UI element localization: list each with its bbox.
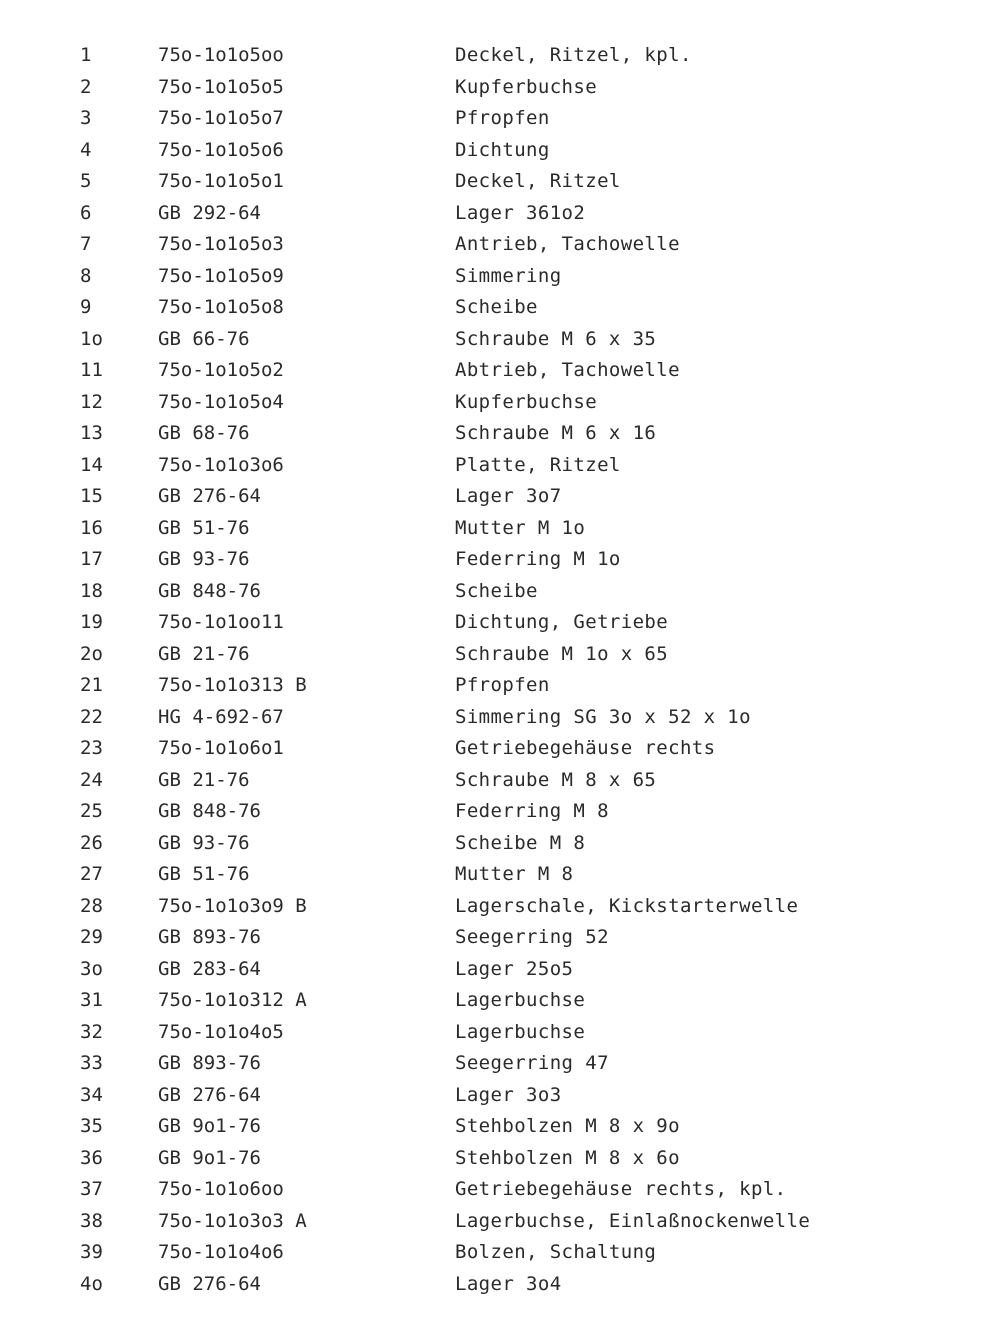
item-number: 15 [80,485,103,507]
part-number: 75o-1o1o4o6 [158,1241,284,1263]
part-description: Getriebegehäuse rechts, kpl. [455,1178,787,1200]
item-number: 34 [80,1083,103,1106]
part-number: GB 292-64 [158,201,261,224]
part-number: 75o-1o1o5o3 [158,233,284,255]
item-number: 19 [80,611,103,633]
parts-row [0,796,1000,828]
parts-row [0,1269,1000,1301]
part-number: 75o-1o1o5o2 [158,359,284,381]
parts-row [0,1017,1000,1049]
item-number: 14 [80,453,103,476]
part-description: Deckel, Ritzel, kpl. [455,44,692,66]
part-description: Getriebegehäuse rechts [455,737,716,759]
part-description: Kupferbuchse [455,75,598,98]
item-number: 33 [80,1052,103,1074]
item-number: 3 [80,107,92,129]
parts-row [0,324,1000,356]
part-number: GB 848-76 [158,579,261,602]
parts-row [0,1174,1000,1206]
part-description: Mutter M 1o [455,516,586,539]
item-number: 26 [80,831,103,854]
item-number: 8 [80,264,92,287]
part-number: GB 21-76 [158,768,250,791]
parts-row [0,639,1000,671]
item-number: 23 [80,737,103,759]
parts-row [0,1048,1000,1080]
part-number: 75o-1o1o5o1 [158,170,284,192]
item-number: 18 [80,579,103,602]
part-number: GB 93-76 [158,831,250,854]
item-number: 4o [80,1272,103,1295]
item-number: 17 [80,548,103,570]
part-description: Platte, Ritzel [455,453,621,476]
item-number: 32 [80,1020,103,1043]
part-description: Lagerbuchse [455,1020,586,1043]
part-description: Seegerring 47 [455,1052,609,1074]
part-description: Lager 25o5 [455,957,574,980]
parts-row [0,292,1000,324]
parts-row [0,513,1000,545]
part-description: Dichtung [455,138,550,161]
part-description: Federring M 1o [455,548,621,570]
parts-row [0,733,1000,765]
part-number: GB 276-64 [158,1272,261,1295]
part-description: Lager 361o2 [455,201,586,224]
part-number: GB 68-76 [158,422,250,444]
parts-row [0,229,1000,261]
item-number: 37 [80,1178,103,1200]
parts-row [0,450,1000,482]
part-number: 75o-1o1o5o8 [158,296,284,318]
item-number: 6 [80,201,92,224]
item-number: 39 [80,1241,103,1263]
item-number: 29 [80,926,103,948]
item-number: 36 [80,1146,103,1169]
part-description: Scheibe [455,296,538,318]
part-number: GB 21-76 [158,642,250,665]
part-number: GB 51-76 [158,516,250,539]
item-number: 38 [80,1209,103,1232]
parts-row [0,1206,1000,1238]
part-description: Schraube M 6 x 35 [455,327,657,350]
item-number: 5 [80,170,92,192]
parts-row [0,828,1000,860]
part-number: GB 93-76 [158,548,250,570]
parts-row [0,765,1000,797]
parts-row [0,72,1000,104]
part-number: GB 893-76 [158,926,261,948]
parts-row [0,1080,1000,1112]
part-description: Schraube M 8 x 65 [455,768,657,791]
parts-row [0,103,1000,135]
parts-row [0,576,1000,608]
item-number: 12 [80,390,103,413]
part-number: GB 51-76 [158,863,250,885]
item-number: 27 [80,863,103,885]
parts-row [0,985,1000,1017]
part-number: GB 9o1-76 [158,1115,261,1137]
parts-row [0,261,1000,293]
part-number: 75o-1o1o5o9 [158,264,284,287]
part-number: GB 893-76 [158,1052,261,1074]
part-description: Lagerbuchse [455,989,586,1011]
item-number: 11 [80,359,103,381]
parts-row [0,1143,1000,1175]
item-number: 4 [80,138,92,161]
parts-row [0,859,1000,891]
parts-row [0,922,1000,954]
item-number: 25 [80,800,103,822]
parts-row [0,1237,1000,1269]
parts-row [0,166,1000,198]
parts-row [0,135,1000,167]
parts-row [0,198,1000,230]
item-number: 9 [80,296,92,318]
part-description: Kupferbuchse [455,390,598,413]
part-number: 75o-1o1o5o7 [158,107,284,129]
item-number: 3o [80,957,103,980]
item-number: 1 [80,44,92,66]
part-number: 75o-1o1o312 A [158,989,307,1011]
part-description: Pfropfen [455,674,550,696]
item-number: 2 [80,75,92,98]
parts-row [0,607,1000,639]
item-number: 2o [80,642,103,665]
part-number: 75o-1o1o313 B [158,674,307,696]
part-description: Lager 3o3 [455,1083,562,1106]
part-description: Antrieb, Tachowelle [455,233,680,255]
item-number: 28 [80,894,103,917]
part-description: Abtrieb, Tachowelle [455,359,680,381]
part-description: Simmering SG 3o x 52 x 1o [455,705,751,728]
part-description: Stehbolzen M 8 x 6o [455,1146,680,1169]
item-number: 1o [80,327,103,350]
part-number: GB 283-64 [158,957,261,980]
part-number: 75o-1o1o5o5 [158,75,284,98]
item-number: 13 [80,422,103,444]
part-description: Bolzen, Schaltung [455,1241,657,1263]
part-description: Stehbolzen M 8 x 9o [455,1115,680,1137]
parts-list [0,40,1000,1300]
part-number: 75o-1o1o3o9 B [158,894,307,917]
item-number: 31 [80,989,103,1011]
part-number: 75o-1o1o6oo [158,1178,284,1200]
item-number: 35 [80,1115,103,1137]
parts-row [0,891,1000,923]
part-description: Simmering [455,264,562,287]
part-description: Lagerbuchse, Einlaßnockenwelle [455,1209,811,1232]
parts-row [0,544,1000,576]
part-number: 75o-1o1o6o1 [158,737,284,759]
part-description: Mutter M 8 [455,863,574,885]
parts-row [0,702,1000,734]
part-number: 75o-1o1o3o6 [158,453,284,476]
item-number: 16 [80,516,103,539]
part-number: GB 848-76 [158,800,261,822]
parts-row [0,387,1000,419]
part-number: HG 4-692-67 [158,705,284,728]
part-description: Scheibe M 8 [455,831,586,854]
part-description: Federring M 8 [455,800,609,822]
part-description: Seegerring 52 [455,926,609,948]
parts-row [0,481,1000,513]
part-number: GB 66-76 [158,327,250,350]
part-description: Schraube M 1o x 65 [455,642,669,665]
part-number: GB 276-64 [158,1083,261,1106]
part-description: Lager 3o7 [455,485,562,507]
item-number: 22 [80,705,103,728]
part-number: 75o-1o1o3o3 A [158,1209,307,1232]
parts-row [0,1111,1000,1143]
parts-row [0,954,1000,986]
part-number: 75o-1o1o5o6 [158,138,284,161]
parts-row [0,418,1000,450]
part-number: 75o-1o1o5oo [158,44,284,66]
part-description: Scheibe [455,579,538,602]
part-number: 75o-1o1oo11 [158,611,284,633]
parts-row [0,355,1000,387]
part-number: 75o-1o1o5o4 [158,390,284,413]
item-number: 21 [80,674,103,696]
part-description: Pfropfen [455,107,550,129]
part-number: 75o-1o1o4o5 [158,1020,284,1043]
item-number: 7 [80,233,92,255]
item-number: 24 [80,768,103,791]
part-number: GB 276-64 [158,485,261,507]
part-number: GB 9o1-76 [158,1146,261,1169]
part-description: Deckel, Ritzel [455,170,621,192]
parts-row [0,40,1000,72]
part-description: Dichtung, Getriebe [455,611,669,633]
parts-row [0,670,1000,702]
part-description: Lager 3o4 [455,1272,562,1295]
part-description: Lagerschale, Kickstarterwelle [455,894,799,917]
part-description: Schraube M 6 x 16 [455,422,657,444]
